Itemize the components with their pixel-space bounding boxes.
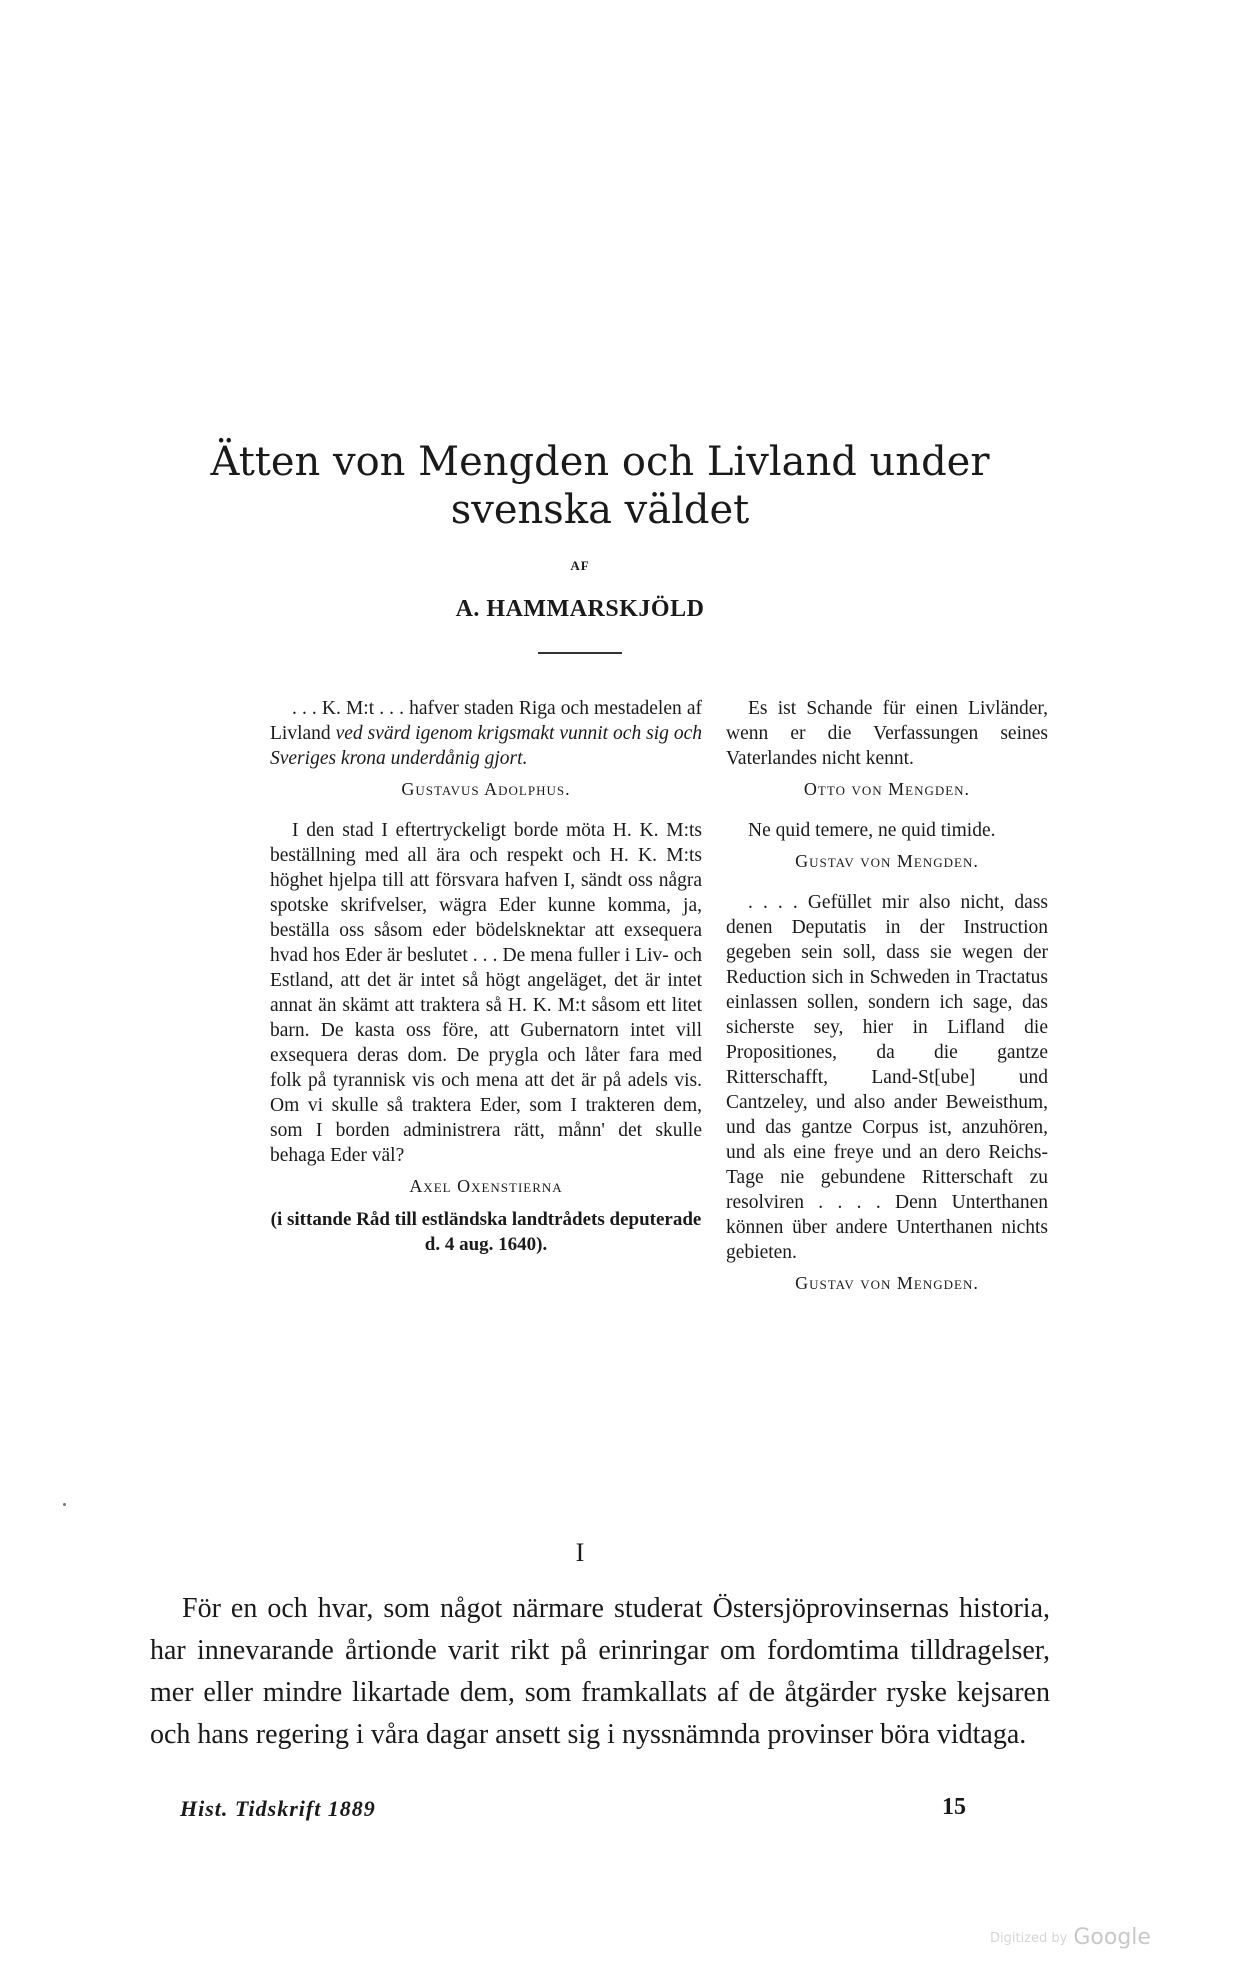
spacer (726, 802, 1048, 818)
epigraph-quote-otto: Es ist Schande für einen Livländer, wenn er die Verfassungen seines Vaterlandes nicht kennt. (726, 698, 1048, 769)
epigraph-quote-gustavus-text: . . . K. M:t . . . hafver staden Riga och mestadelen af Livland (270, 698, 702, 744)
divider-rule (538, 652, 622, 654)
spacer (726, 874, 1048, 890)
signature-gustav-von-mengden-2: Gustav von Mengden. (795, 1273, 979, 1293)
body-paragraph-text: För en och hvar, som något närmare studerat Östersjöprovinsernas historia, har innevarande årtionde varit rikt på erinringar om fordomtima tilldragelser, mer eller mindre likartade dem, som framkallats af de åtgärder ryske kejsaren och hans regering i våra dagar ansett sig i nyssnämnda provinser böra vidtaga. (150, 1593, 1050, 1750)
digitized-watermark (990, 1925, 1151, 1950)
epigraph-quote-german: . . . . Gefüllet mir also nicht, dass denen Deputatis in der Instruction gegeben sein soll, dass sie wegen der Reduction sich in Schweden in Tractatus einlassen sollen, sondern ich sage, das sicherste sey, hier in Lifland die Propositiones, da die gantze Ritterschafft, Land-St[ube] und Cantzeley, und also ander Beweisthum, und das gantze Corpus ist, anzuhören, und als eine freye und an dero Reichs-Tage nie gebundene Ritterschaft zu resolviren . . . . Denn Unterthanen können über andere Unterthanen nichts gebieten. (726, 892, 1048, 1263)
title-line-1: Ätten von Mengden och Livland under (210, 439, 990, 485)
epigraph-quote-gustavus-italic: ved svärd igenom krigsmakt vunnit och sig och Sveriges krona underdånig gjort. (270, 723, 702, 769)
author-name: A. HAMMARSKJÖLD (455, 596, 705, 622)
epigraph-quote-oxenstierna: I den stad I eftertryckeligt borde möta H. K. M:ts beställning med all ära och respekt och H. K. M:ts höghet hjelpa till att försvara hafven I, sändt oss några spotske skrifvelser, wägra Eder kunne komma, ja, beställa oss såsom eder bödelsknektar att exsequera hvad hos Eder är beslutet . . . De mena fuller i Liv- och Estland, att det är intet så högt angeläget, det är intet annat än skämt att traktera så H. K. M:t såsom ett litet barn. De kasta oss före, att Gubernatorn intet vill exsequera deras dom. De prygla och låter fara med folk på tyrannisk vis och mena att det är på adels vis. Om vi skulle så traktera Eder, som I trakteren dem, som I borden administrera rätt, månn' det skulle behaga Eder väl? (270, 820, 702, 1166)
epigraph-quote-gustavus (270, 696, 702, 771)
signature-otto-von-mengden: Otto von Mengden. (803, 779, 971, 799)
epigraph-left-column (270, 696, 702, 1257)
epigraph-right-column (726, 696, 1048, 1296)
scan-speck (63, 1503, 66, 1506)
epigraph-source-note: (i sittande Råd till estländska landtrådets deputerade d. 4 aug. 1640). (270, 1209, 702, 1255)
watermark-prefix: Digitized by (990, 1930, 1068, 1946)
byline-af: AF (570, 558, 590, 573)
epigraph-quote-latin: Ne quid temere, ne quid timide. (748, 820, 996, 841)
journal-footer: Hist. Tidskrift 1889 (180, 1796, 376, 1821)
page-number: 15 (942, 1794, 966, 1820)
title-line-2: svenska väldet (450, 487, 750, 533)
body-paragraph (150, 1588, 1050, 1756)
spacer (270, 802, 702, 818)
signature-gustav-von-mengden-1: Gustav von Mengden. (795, 851, 979, 871)
signature-gustavus-adolphus: Gustavus Adolphus. (401, 779, 571, 799)
article-title (140, 438, 1060, 534)
section-number: I (575, 1538, 585, 1567)
signature-axel-oxenstierna: Axel Oxenstierna (409, 1176, 563, 1196)
watermark-brand: Google (1073, 1925, 1151, 1950)
